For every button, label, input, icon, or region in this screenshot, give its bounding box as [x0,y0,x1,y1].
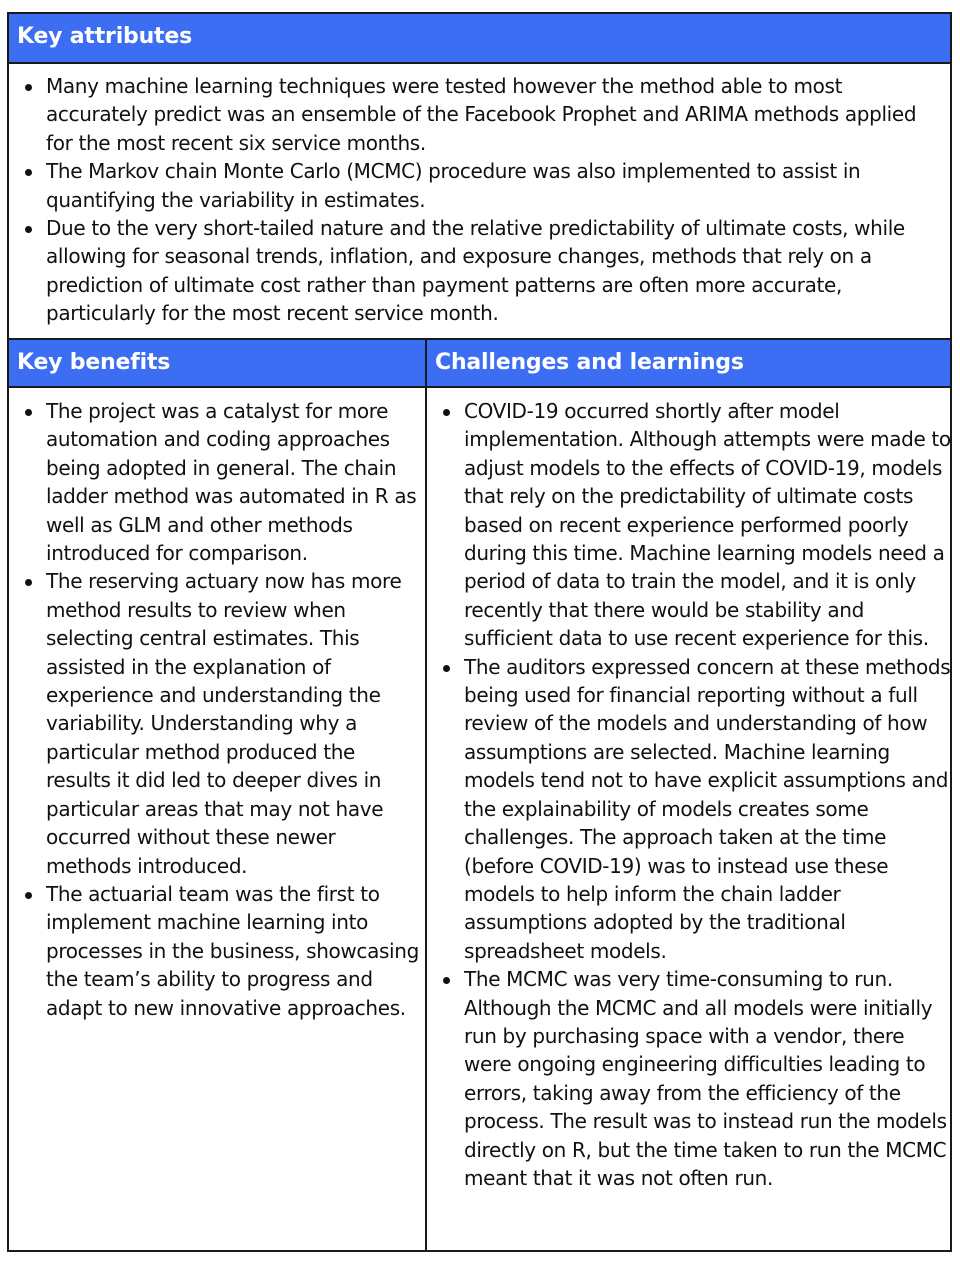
key-benefit-item: The reserving actuary now has more method results to review when selecting central estimates. This assisted in the explanation of experience and understanding the variability. Understanding why a particular method produced the results it did led to deeper dives in particular areas that may not have occurred without these newer methods introduced. [9,567,419,879]
key-benefit-item: The actuarial team was the first to implement machine learning into processes in the business, showcasing the team’s ability to progress and adapt to new innovative approaches. [9,880,419,1022]
key-attributes-heading: Key attributes [9,14,950,64]
summary-table [7,12,952,1252]
key-attribute-item: The Markov chain Monte Carlo (MCMC) procedure was also implemented to assist in quantifying the variability in estimates. [9,157,944,214]
key-attribute-item: Many machine learning techniques were tested however the method able to most accurately predict was an ensemble of the Facebook Prophet and ARIMA methods applied for the most recent six service months. [9,72,944,157]
key-attribute-item: Due to the very short-tailed nature and the relative predictability of ultimate costs, while allowing for seasonal trends, inflation, and exposure changes, methods that rely on a prediction of ultimate cost rather than payment patterns are often more accurate, particularly for the most recent service month. [9,214,944,328]
key-attributes-list [9,72,944,328]
challenge-item: The MCMC was very time-consuming to run. Although the MCMC and all models were initially run by purchasing space with a vendor, there were ongoing engineering difficulties leading to errors, taking away from the efficiency of the process. The result was to instead run the models directly on R, but the time taken to run the MCMC meant that it was not often run. [427,965,952,1192]
key-benefits-list [9,397,419,1022]
challenges-list [427,397,952,1192]
challenges-heading: Challenges and learnings [427,338,950,388]
challenge-item: The auditors expressed concern at these methods being used for financial reporting without a full review of the models and understanding of how assumptions are selected. Machine learning models tend not to have explicit assumptions and the explainability of models creates some challenges. The approach taken at the time (before COVID-19) was to instead use these models to help inform the chain ladder assumptions adopted by the traditional spreadsheet models. [427,653,952,965]
key-benefit-item: The project was a catalyst for more automation and coding approaches being adopted in general. The chain ladder method was automated in R as well as GLM and other methods introduced for comparison. [9,397,419,567]
key-benefits-heading: Key benefits [9,338,425,388]
challenge-item: COVID-19 occurred shortly after model implementation. Although attempts were made to adjust models to the effects of COVID-19, models that rely on the predictability of ultimate costs based on recent experience performed poorly during this time. Machine learning models need a period of data to train the model, and it is only recently that there would be stability and sufficient data to use recent experience for this. [427,397,952,653]
